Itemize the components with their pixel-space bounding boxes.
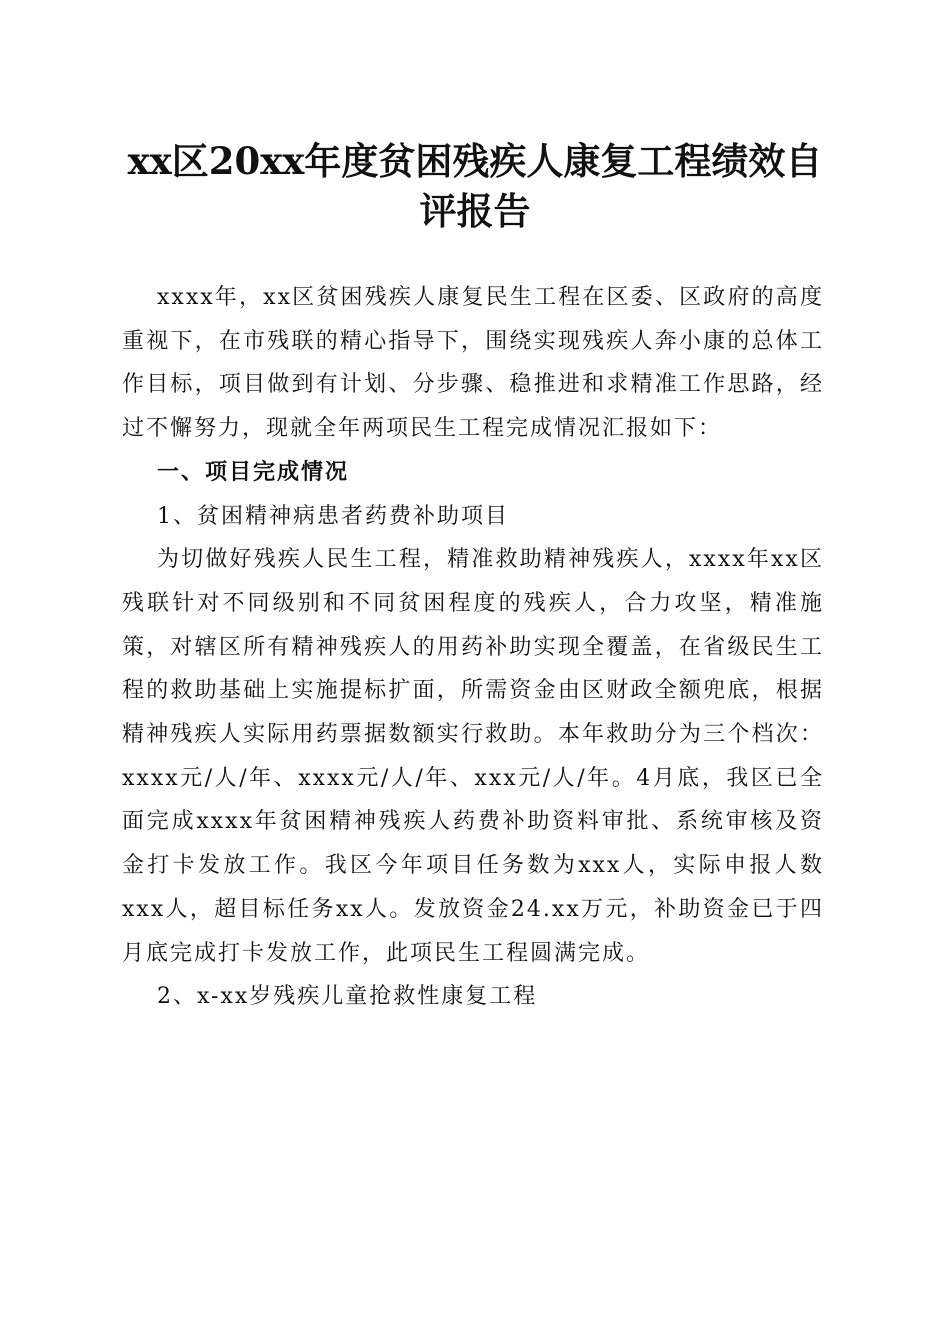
document-body — [122, 276, 824, 1019]
intro-paragraph: xxxx年，xx区贫困残疾人康复民生工程在区委、区政府的高度重视下，在市残联的精心指导下，围绕实现残疾人奔小康的总体工作目标，项目做到有计划、分步骤、稳推进和求精准工作思路，经过不懈努力，现就全年两项民生工程完成情况汇报如下： — [122, 285, 824, 442]
item-heading-1: 1、贫困精神病患者药费补助项目 — [157, 503, 509, 529]
section-heading: 一、项目完成情况 — [157, 459, 350, 485]
item-heading-2: 2、x-xx岁残疾儿童抢救性康复工程 — [157, 984, 538, 1010]
document-title: xx区20xx年度贫困残疾人康复工程绩效自评报告 — [127, 139, 823, 233]
item-1-paragraph: 为切做好残疾人民生工程，精准救助精神残疾人，xxxx年xx区残联针对不同级别和不同贫困程度的残疾人，合力攻坚，精准施策，对辖区所有精神残疾人的用药补助实现全覆盖，在省级民生工程的救助基础上实施提标扩面，所需资金由区财政全额兜底，根据精神残疾人实际用药票据数额实行救助。本年救助分为三个档次：xxxx元/人/年、xxxx元/人/年、xxx元/人/年。4月底，我区已全面完成xxxx年贫困精神残疾人药费补助资料审批、系统审核及资金打卡发放工作。我区今年项目任务数为xxx人，实际申报人数xxx人，超目标任务xx人。发放资金24.xx万元，补助资金已于四月底完成打卡发放工作，此项民生工程圆满完成。 — [122, 547, 824, 966]
